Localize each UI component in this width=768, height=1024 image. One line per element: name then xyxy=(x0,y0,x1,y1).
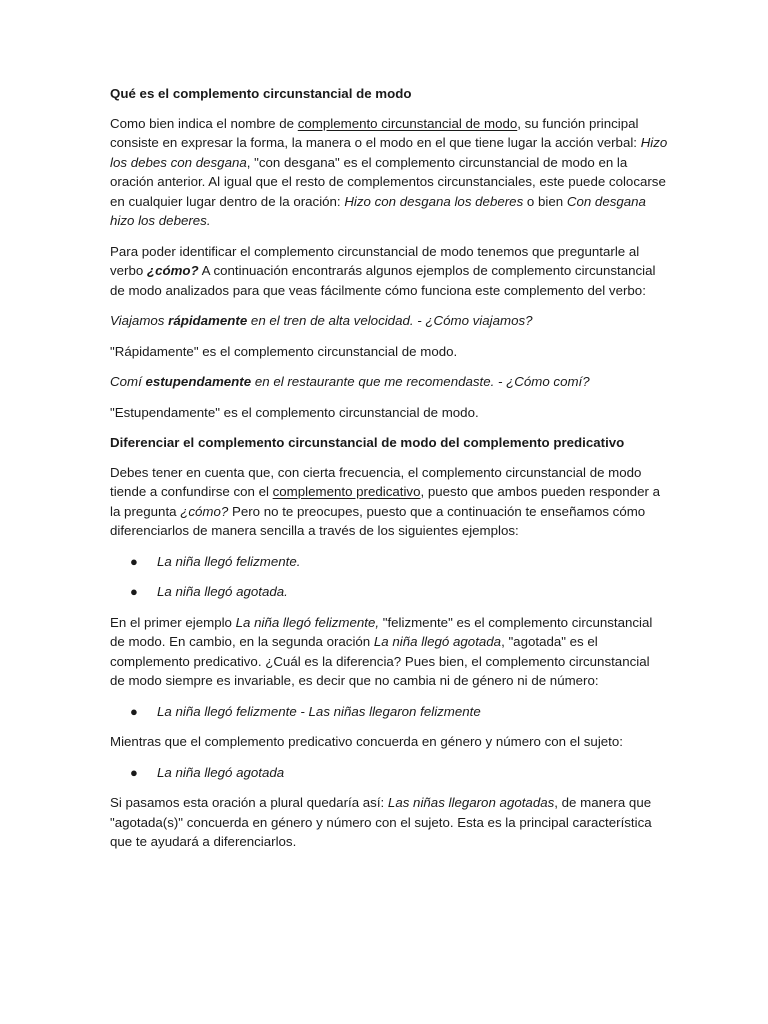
paragraph-predicativo: Mientras que el complemento predicativo concuerda en género y número con el sujeto: xyxy=(110,734,623,749)
bullet-list xyxy=(110,702,668,722)
text-run: , puesto que ambos pueden responder a la pregunta xyxy=(110,484,660,519)
paragraph-conclusion xyxy=(110,793,668,852)
example-note-1: "Rápidamente" es el complemento circunstancial de modo. xyxy=(110,343,458,359)
paragraph-differentiate xyxy=(110,463,668,541)
bullet-list xyxy=(110,552,668,602)
text-run: Viajamos xyxy=(110,313,169,328)
bullet-icon: ● xyxy=(130,584,138,599)
text-run: A continuación encontrarás algunos ejemplos de complemento circunstancial de modo analizados para que veas fácilmente cómo funciona este complemento del verbo: xyxy=(110,263,656,298)
example-italic: Hizo con desgana los deberes xyxy=(344,193,524,209)
example-bold-word: estupendamente xyxy=(145,374,252,389)
text-run: Para poder identificar el complemento circunstancial de modo tenemos que preguntarle al verbo xyxy=(110,243,640,278)
link-complemento-circunstancial[interactable]: complemento circunstancial de modo xyxy=(297,115,518,131)
text-run: Si pasamos esta oración a plural quedaría así: xyxy=(110,795,388,810)
text-run: en el restaurante que me recomendaste. - ¿Cómo comí? xyxy=(251,374,590,389)
list-item xyxy=(110,552,668,572)
example-italic: Hizo los debes con desgana xyxy=(110,135,668,170)
example-bold-word: rápidamente xyxy=(168,313,248,328)
example-italic: La niña llegó agotada xyxy=(373,634,502,649)
paragraph-explanation xyxy=(110,613,668,691)
text-run: "felizmente" es el complemento circunstancial de modo. En cambio, en la segunda oración xyxy=(110,614,653,649)
list-item xyxy=(110,702,668,722)
bullet-list xyxy=(110,763,668,783)
paragraph-definition xyxy=(110,114,668,231)
text-run: Pero no te preocupes, puesto que a continuación te enseñamos cómo diferenciarlos de manera sencilla a través de los siguientes ejemplos: xyxy=(110,503,646,538)
document-title: Qué es el complemento circunstancial de modo xyxy=(110,86,412,101)
list-item-text: La niña llegó agotada xyxy=(157,764,285,780)
text-run: , su función principal consiste en expresar la forma, la manera o el modo en el que tiene lugar la acción verbal: xyxy=(110,115,641,150)
question-como: ¿cómo? xyxy=(146,263,199,278)
list-item-text: La niña llegó felizmente. xyxy=(157,553,301,569)
text-run: Comí xyxy=(110,374,146,389)
text-run: o bien xyxy=(523,193,567,209)
text-run: , "con desgana" es el complemento circunstancial de modo en la oración anterior. Al igual que el resto de complementos circunstanciales, este puede colocarse en cualquier lugar dentro de la oración: xyxy=(110,154,666,209)
example-sentence-2 xyxy=(110,372,668,392)
example-note-2: "Estupendamente" es el complemento circunstancial de modo. xyxy=(110,404,479,420)
text-run: , "agotada" es el complemento predicativo. ¿Cuál es la diferencia? Pues bien, el complemento circunstancial de modo siempre es invariable, es decir que no cambia ni de género ni de número: xyxy=(110,634,650,688)
list-item xyxy=(110,763,668,783)
example-italic: Las niñas llegaron agotadas xyxy=(387,795,555,810)
bullet-icon: ● xyxy=(130,764,138,780)
bullet-icon: ● xyxy=(130,703,138,719)
example-sentence-1 xyxy=(110,311,668,331)
list-item-text: La niña llegó agotada. xyxy=(157,584,288,599)
bullet-icon: ● xyxy=(130,553,138,569)
example-italic: La niña llegó felizmente, xyxy=(235,614,380,630)
link-complemento-predicativo[interactable]: complemento predicativo xyxy=(272,484,421,499)
list-item xyxy=(110,582,668,602)
text-run: en el tren de alta velocidad. - ¿Cómo viajamos? xyxy=(247,313,533,328)
text-run: , de manera que "agotada(s)" concuerda en género y número con el sujeto. Esta es la principal característica que te ayudará a diferenciarlos. xyxy=(110,795,652,849)
section-heading: Diferenciar el complemento circunstancial de modo del complemento predicativo xyxy=(110,435,625,450)
text-run: En el primer ejemplo xyxy=(110,614,236,630)
list-item-text: La niña llegó felizmente - Las niñas llegaron felizmente xyxy=(157,703,481,719)
example-italic: Con desgana hizo los deberes. xyxy=(110,193,646,228)
question-como: ¿cómo? xyxy=(180,503,229,519)
text-run: Debes tener en cuenta que, con cierta frecuencia, el complemento circunstancial de modo tiende a confundirse con el xyxy=(110,464,642,499)
text-run: Como bien indica el nombre de xyxy=(110,115,298,131)
paragraph-identify xyxy=(110,242,668,301)
